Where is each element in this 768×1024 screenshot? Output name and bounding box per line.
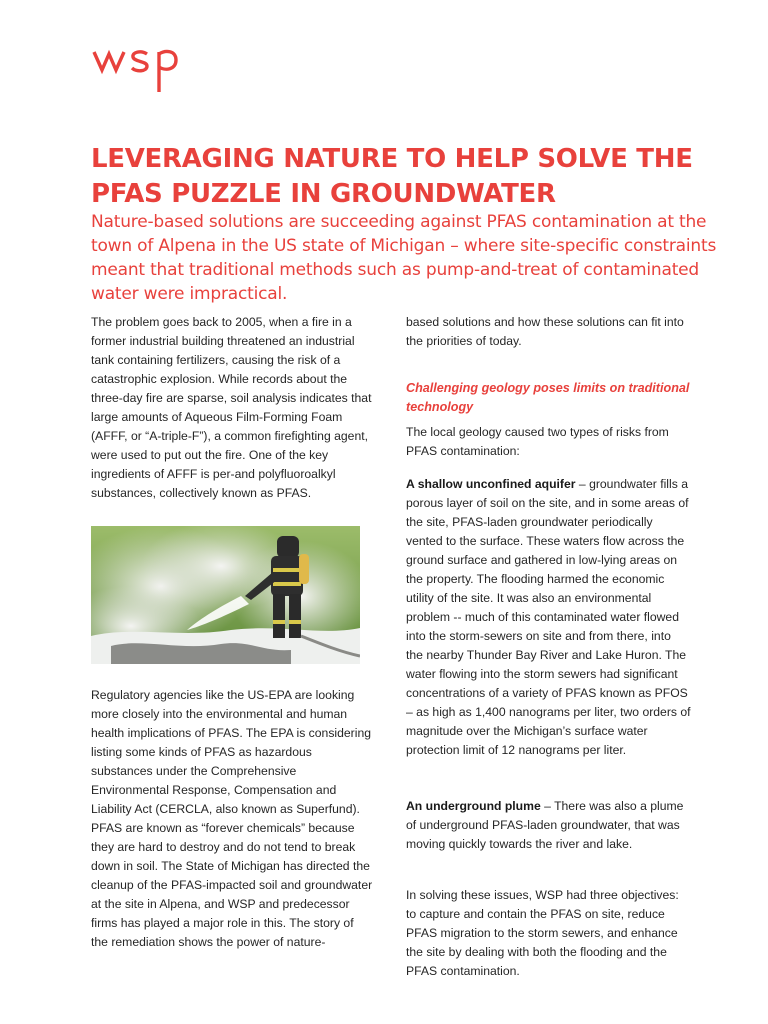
plume-text: – There was also a plume of underground PFAS-laden groundwater, that was moving quickly towards the river and lake. [406, 799, 684, 851]
page-title: LEVERAGING NATURE TO HELP SOLVE THE PFAS PUZZLE IN GROUNDWATER [91, 144, 693, 209]
right-paragraph-plume [406, 797, 691, 854]
left-paragraph-1: The problem goes back to 2005, when a fire in a former industrial building threatened an industrial tank containing fertilizers, causing the risk of a catastrophic explosion. While records about the three-day fire are sparse, soil analysis indicates that large amounts of Aqueous Film-Forming Foam (AFFF, or “A-triple-F”), a common firefighting agent, were used to put out the fire. One of the key ingredients of AFFF is per-and polyfluoroalkyl substances, collectively known as PFAS. [91, 315, 372, 500]
firefighter-photo [91, 526, 360, 664]
section-heading: Challenging geology poses limits on traditional technology [406, 380, 690, 414]
wsp-logo-mark [92, 44, 186, 96]
right-paragraph-objectives: In solving these issues, WSP had three objectives: to capture and contain the PFAS on site, reduce PFAS migration to the storm sewers, and enhance the site by dealing with both the flooding and the PFAS contamination. [406, 888, 679, 978]
page-subtitle: Nature-based solutions are succeeding against PFAS contamination at the town of Alpena in the US state of Michigan – where site-specific constraints meant that traditional methods such as pump-and-treat of contaminated water were impractical. [91, 212, 717, 304]
right-paragraph-aquifer [406, 475, 691, 760]
plume-label: An underground plume [406, 799, 541, 813]
left-paragraph-2: Regulatory agencies like the US-EPA are looking more closely into the environmental and human health implications of PFAS. The EPA is considering listing some kinds of PFAS as hazardous substances under the Comprehensive Environmental Response, Compensation and Liability Act (CERCLA, also known as Superfund). PFAS are known as “forever chemicals” because they are hard to destroy and do not tend to break down in soil. The State of Michigan has directed the cleanup of the PFAS-impacted soil and groundwater at the site in Alpena, and WSP and predecessor firms has played a major role in this. The story of the remediation shows the power of nature- [91, 688, 373, 949]
aquifer-label: A shallow unconfined aquifer [406, 477, 576, 491]
wsp-logo [92, 44, 186, 96]
right-paragraph-1: The local geology caused two types of risks from PFAS contamination: [406, 425, 669, 458]
right-paragraph-continued: based solutions and how these solutions can fit into the priorities of today. [406, 315, 684, 348]
aquifer-text: – groundwater fills a porous layer of soil on the site, and in some areas of the site, PFAS-laden groundwater periodically vented to the surface. These waters flow across the ground surface and gathered in low-lying areas on the property. The flooding harmed the economic utility of the site. It was also an environmental problem -- much of this contaminated water flowed into the storm-sewers on site and from there, into the nearby Thunder Bay River and Lake Huron. The water flowing into the storm sewers had significant concentrations of a variety of PFAS known as PFOS – as high as 1,400 nanograms per liter, two orders of magnitude over the Michigan’s surface water protection limit of 12 nanograms per liter. [406, 477, 691, 757]
